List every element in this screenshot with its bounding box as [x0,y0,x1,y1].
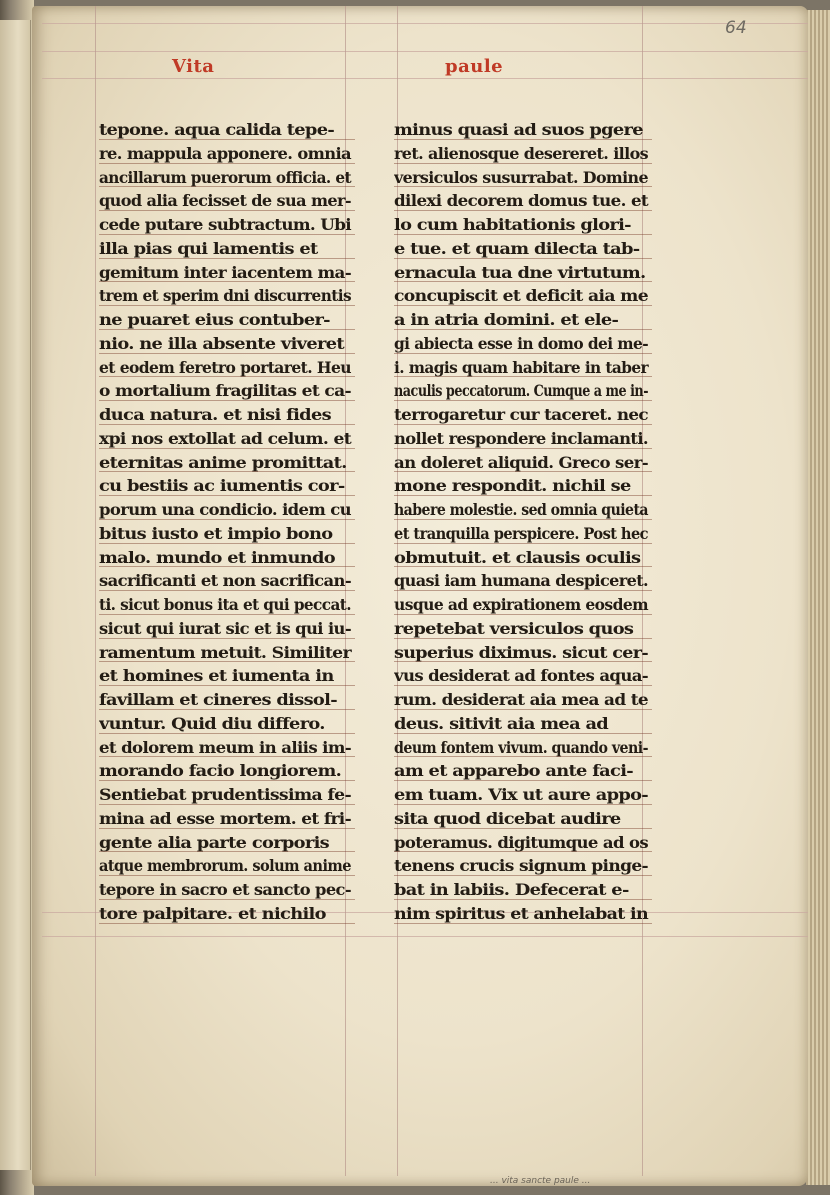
text-line: ramentum metuit. Similiter [99,641,355,665]
text-line: minus quasi ad suos pgere [394,118,652,142]
text-line: mone respondit. nichil se [394,474,652,498]
text-line: usque ad expirationem eosdem [394,593,652,617]
running-head-left: Vita [172,56,215,77]
text-line: deum fontem vivum. quando veni- [394,736,652,760]
facing-page-edge [0,20,31,1170]
running-head-right: paule [445,56,504,77]
text-line: morando facio longiorem. [99,759,355,783]
text-line: ernacula tua dne virtutum. [394,261,652,285]
text-line: versiculos susurrabat. Domine [394,166,652,190]
text-line: a in atria domini. et ele- [394,308,652,332]
text-line: bitus iusto et impio bono [99,522,355,546]
text-line: nollet respondere inclamanti. [394,427,652,451]
text-line: gemitum inter iacentem ma- [99,261,355,285]
text-line: xpi nos extollat ad celum. et [99,427,355,451]
text-line: eternitas anime promittat. [99,451,355,475]
text-line: ti. sicut bonus ita et qui peccat. [99,593,355,617]
text-line: mina ad esse mortem. et fri- [99,807,355,831]
text-line: favillam et cineres dissol- [99,688,355,712]
text-line: nim spiritus et anhelabat in [394,902,652,926]
text-line: et tranquilla perspicere. Post hec [394,522,652,546]
text-line: atque membrorum. solum anime [99,854,355,878]
text-line: habere molestie. sed omnia quieta [394,498,652,522]
text-line: porum una condicio. idem cu [99,498,355,522]
text-line: ne puaret eius contuber- [99,308,355,332]
text-line: vuntur. Quid diu differo. [99,712,355,736]
text-line: sicut qui iurat sic et is qui iu- [99,617,355,641]
text-line: tore palpitare. et nichilo [99,902,355,926]
text-line: superius diximus. sicut cer- [394,641,652,665]
text-line: concupiscit et deficit aia me [394,284,652,308]
text-line: sita quod dicebat audire [394,807,652,831]
text-line: o mortalium fragilitas et ca- [99,379,355,403]
text-line: gente alia parte corporis [99,831,355,855]
text-line: lo cum habitationis glori- [394,213,652,237]
text-line: em tuam. Vix ut aure appo- [394,783,652,807]
page-stack-edge [806,10,830,1185]
text-column-right [394,118,652,926]
text-line: et homines et iumenta in [99,664,355,688]
text-line: gi abiecta esse in domo dei me- [394,332,652,356]
text-line: vus desiderat ad fontes aqua- [394,664,652,688]
text-line: illa pias qui lamentis et [99,237,355,261]
folio-number: 64 [725,18,747,38]
text-line: am et apparebo ante faci- [394,759,652,783]
text-line: ret. alienosque desereret. illos [394,142,652,166]
text-line: rum. desiderat aia mea ad te [394,688,652,712]
bottom-annotation: ... vita sancte paule ... [490,1176,591,1186]
text-line: cede putare subtractum. Ubi [99,213,355,237]
text-line: obmutuit. et clausis oculis [394,546,652,570]
text-line: tenens crucis signum pinge- [394,854,652,878]
text-line: poteramus. digitumque ad os [394,831,652,855]
text-line: bat in labiis. Defecerat e- [394,878,652,902]
text-line: dilexi decorem domus tue. et [394,189,652,213]
text-line: cu bestiis ac iumentis cor- [99,474,355,498]
text-line: terrogaretur cur taceret. nec [394,403,652,427]
text-line: nio. ne illa absente viveret [99,332,355,356]
text-line: repetebat versiculos quos [394,617,652,641]
text-line: Sentiebat prudentissima fe- [99,783,355,807]
text-line: e tue. et quam dilecta tab- [394,237,652,261]
text-line: i. magis quam habitare in taber [394,356,652,380]
text-line: tepore in sacro et sancto pec- [99,878,355,902]
text-line: duca natura. et nisi fides [99,403,355,427]
text-line: et dolorem meum in aliis im- [99,736,355,760]
text-line: naculis peccatorum. Cumque a me in- [394,379,652,403]
text-line: tepone. aqua calida tepe- [99,118,355,142]
text-line: quod alia fecisset de sua mer- [99,189,355,213]
text-line: deus. sitivit aia mea ad [394,712,652,736]
text-column-left [99,118,355,926]
text-line: quasi iam humana despiceret. [394,569,652,593]
text-line: trem et sperim dni discurrentis [99,284,355,308]
text-line: an doleret aliquid. Greco ser- [394,451,652,475]
text-line: malo. mundo et inmundo [99,546,355,570]
text-line: et eodem feretro portaret. Heu [99,356,355,380]
text-line: sacrificanti et non sacrifican- [99,569,355,593]
text-line: re. mappula apponere. omnia [99,142,355,166]
text-line: ancillarum puerorum officia. et [99,166,355,190]
